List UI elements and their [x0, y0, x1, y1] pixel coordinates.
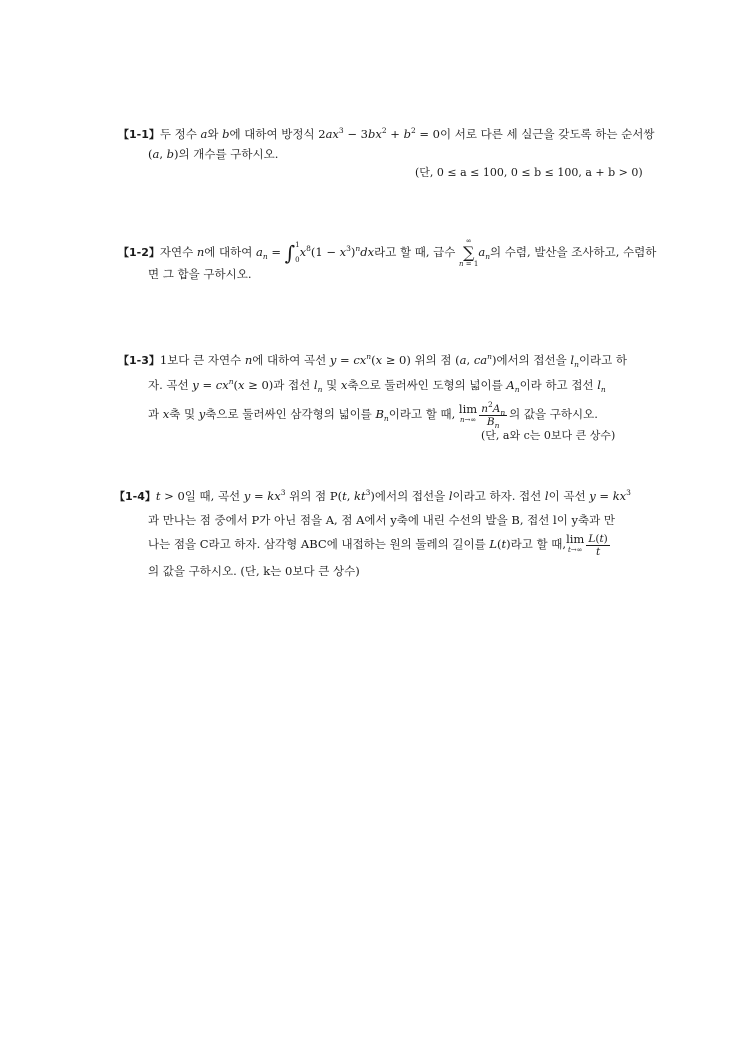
problem-label: 【1-1】	[118, 128, 160, 141]
problem-1-3-line-1: 【1-3】1보다 큰 자연수 n에 대하여 곡선 $y = cx^n(x \ge 0)$ 위의 점 (a, $ca^n$)에서의 접선을 $l_n$이라고 하	[118, 352, 628, 369]
problem-1-4-line-3: 나는 점을 C라고 하자. 삼각형 ABC에 내접하는 원의 둘레의 길이를 L(t)라고 할 때, lim t→∞ $\frac{L(t)}{t}$	[148, 532, 608, 558]
fraction: $\frac{L(t)}{t}$	[588, 532, 608, 558]
problem-1-3-line-2: 자. 곡선 $y = cx^n(x \ge 0)$과 접선 $l_n$ 및 x축으로 둘러싸인 도형의 넓이를 $A_n$이라 하고 접선 $l_n$	[148, 377, 606, 394]
summation: ∞ ∑ n = 1	[459, 237, 479, 268]
problem-1-4-line-2: 과 만나는 점 중에서 P가 아닌 점을 A, 점 A에서 y축에 내린 수선의 발을 B, 접선 l이 y축과 만	[148, 513, 615, 527]
limit-operator: lim n→∞	[458, 402, 478, 424]
problem-1-3-condition: (단, a와 c는 0보다 큰 상수)	[481, 429, 616, 442]
problem-1-4-line-4: 의 값을 구하시오. (단, k는 0보다 큰 상수)	[148, 564, 360, 578]
problem-1-3-line-3: 과 x축 및 y축으로 둘러싸인 삼각형의 넓이를 $B_n$이라고 할 때, lim n→∞ $\frac{n^2A_n}{B_n}$ 의 값을 구하시오.	[148, 399, 598, 430]
limit-operator: lim t→∞	[566, 532, 585, 554]
integral-expression: $a_n$ = ∫ 1 0 $x^8(1 - x^3)^ndx$	[256, 241, 375, 265]
problem-1-1-condition: (단, 0 ≤ a ≤ 100, 0 ≤ b ≤ 100, a + b > 0)	[415, 166, 643, 179]
problem-1-1-line-1: 【1-1】두 정수 a와 b에 대하여 방정식 $2ax^3 - 3bx^2 + b^2 = 0$이 서로 다른 세 실근을 갖도록 하는 순서쌍	[118, 126, 655, 141]
problem-1-4-line-1: 【1-4】t > 0일 때, 곡선 $y = kx^3$ 위의 점 P(t, $kt^3$)에서의 접선을 l이라고 하자. 접선 l이 곡선 $y = kx^3$	[114, 488, 631, 503]
problem-label: 【1-3】	[118, 354, 160, 367]
problem-label: 【1-2】	[118, 246, 160, 259]
problem-1-2-line-1: 【1-2】자연수 n에 대하여 $a_n$ = ∫ 1 0 $x^8(1 - x^3)^ndx$라고 할 때, 급수 ∞ ∑ n = 1 $a_n$의 수렴, 발산을 조사하고, 수렴하	[118, 237, 657, 268]
fraction: $\frac{n^2A_n}{B_n}$	[481, 399, 506, 430]
problem-label: 【1-4】	[114, 490, 156, 503]
problem-1-2-line-2: 면 그 합을 구하시오.	[148, 267, 252, 281]
equation: $2ax^3 - 3bx^2 + b^2 = 0$	[318, 126, 440, 141]
problem-1-1-line-2: (a, b)의 개수를 구하시오.	[148, 147, 279, 161]
